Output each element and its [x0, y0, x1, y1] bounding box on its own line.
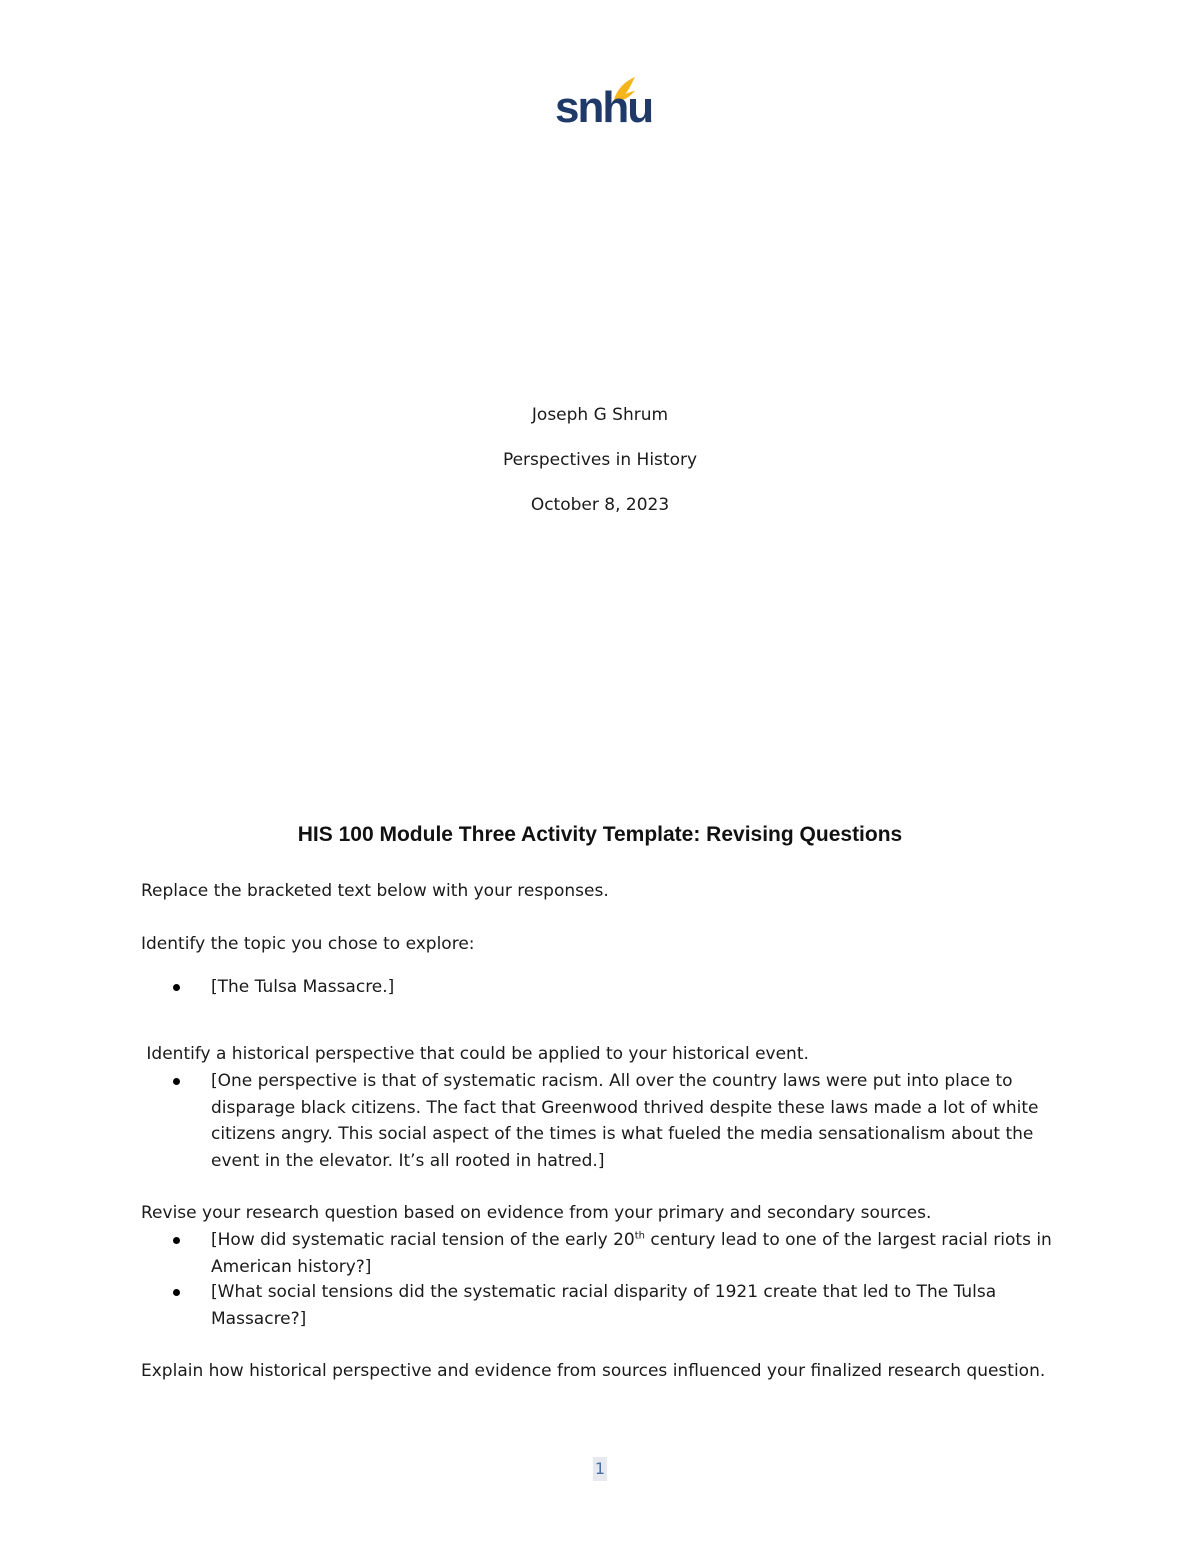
bullet-text: [The Tulsa Massacre.]: [211, 977, 395, 997]
bullet-text: [How did systematic racial tension of the early 20th century lead to one of the largest racial riots in American history?]: [211, 1230, 1052, 1277]
prompt-topic: Identify the topic you chose to explore:: [141, 934, 475, 954]
cover-date: October 8, 2023: [530, 495, 670, 515]
prompt-explain: Explain how historical perspective and evidence from sources influenced your finalized research question.: [141, 1361, 1046, 1381]
bullet-icon: [173, 1289, 180, 1296]
bullet-icon: [173, 984, 180, 991]
bullet-text: [One perspective is that of systematic racism. All over the country laws were put into place to disparage black citizens. The fact that Greenwood thrived despite these laws made a lot of white citizens angry. This social aspect of the times is what fueled the media sensationalism about the event in the elevator. It’s all rooted in hatred.]: [211, 1071, 1039, 1171]
list-item: [211, 974, 1061, 1001]
list-item: [211, 1279, 1061, 1332]
document-title: HIS 100 Module Three Activity Template: Revising Questions: [297, 823, 903, 846]
snhu-logo: [555, 74, 653, 134]
prompt-revise: Revise your research question based on evidence from your primary and secondary sources.: [141, 1203, 932, 1223]
bullet-icon: [173, 1078, 180, 1085]
author-name: Joseph G Shrum: [531, 405, 669, 425]
logo-wordmark: snhu: [555, 83, 653, 132]
page-number: 1: [593, 1457, 607, 1481]
bullet-text: [What social tensions did the systematic racial disparity of 1921 create that led to The Tulsa Massacre?]: [211, 1282, 997, 1329]
list-item: [211, 1227, 1061, 1280]
list-item: [211, 1068, 1061, 1174]
instructions-text: Replace the bracketed text below with your responses.: [141, 881, 609, 901]
course-name: Perspectives in History: [502, 450, 698, 470]
bullet-icon: [173, 1237, 180, 1244]
prompt-perspective: Identify a historical perspective that could be applied to your historical event.: [141, 1044, 809, 1064]
